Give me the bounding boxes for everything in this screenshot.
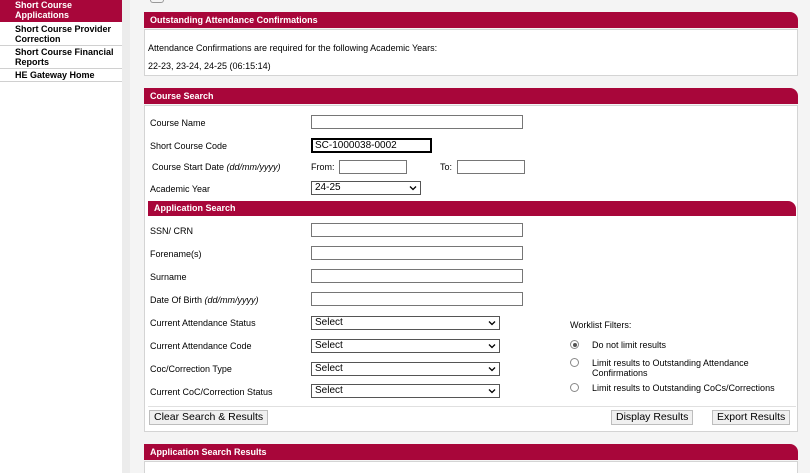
course-name-label: Course Name: [150, 118, 206, 128]
short-course-code-label: Short Course Code: [150, 141, 228, 151]
radio-outstanding-attendance-label: Limit results to Outstanding Attendance Confirmations: [592, 358, 749, 378]
radio-outstanding-attendance[interactable]: [570, 358, 579, 367]
academic-year-label: Academic Year: [150, 184, 211, 194]
radio-outstanding-cocs[interactable]: [570, 383, 579, 392]
attendance-status-select[interactable]: Select: [311, 316, 500, 330]
forename-input[interactable]: [311, 246, 523, 260]
nav-short-course-provider-correction[interactable]: Short Course Provider Correction: [0, 23, 122, 46]
application-search-header: Application Search: [148, 201, 796, 216]
attendance-code-select[interactable]: Select: [311, 339, 500, 353]
coc-type-label: Coc/Correction Type: [150, 364, 232, 374]
outstanding-years: 22-23, 23-24, 24-25 (06:15:14): [148, 61, 271, 71]
coc-status-label: Current CoC/Correction Status: [150, 387, 273, 397]
dob-label: Date Of Birth (dd/mm/yyyy): [150, 295, 259, 305]
search-panel: [144, 105, 798, 432]
nav-he-gateway-home[interactable]: HE Gateway Home: [0, 69, 122, 82]
nav-gutter: [122, 0, 130, 473]
chevron-down-icon: [488, 365, 496, 373]
forename-label: Forename(s): [150, 249, 202, 259]
start-date-from-input[interactable]: [339, 160, 407, 174]
main-content: [130, 0, 810, 473]
buttons-divider: [148, 406, 796, 407]
chevron-down-icon: [488, 342, 496, 350]
chevron-down-icon: [409, 184, 417, 192]
start-date-to-input[interactable]: [457, 160, 525, 174]
attendance-status-label: Current Attendance Status: [150, 318, 256, 328]
nav-short-course-applications[interactable]: Short Course Applications: [0, 0, 122, 23]
academic-year-select[interactable]: 24-25: [311, 181, 421, 195]
coc-type-select[interactable]: Select: [311, 362, 500, 376]
surname-label: Surname: [150, 272, 187, 282]
clear-search-button[interactable]: Clear Search & Results: [149, 410, 268, 425]
outstanding-panel: [144, 29, 798, 76]
attendance-code-label: Current Attendance Code: [150, 341, 252, 351]
left-nav: [0, 0, 122, 473]
outstanding-message: Attendance Confirmations are required for the following Academic Years:: [148, 43, 438, 53]
surname-input[interactable]: [311, 269, 523, 283]
chevron-down-icon: [488, 319, 496, 327]
export-results-button[interactable]: Export Results: [712, 410, 790, 425]
ssn-input[interactable]: [311, 223, 523, 237]
course-start-date-label: Course Start Date (dd/mm/yyyy): [152, 162, 281, 172]
results-header: Application Search Results: [144, 444, 798, 460]
worklist-filters-title: Worklist Filters:: [570, 320, 632, 330]
to-label: To:: [440, 162, 453, 172]
radio-outstanding-cocs-label: Limit results to Outstanding CoCs/Corrections: [592, 383, 775, 393]
dob-input[interactable]: [311, 292, 523, 306]
display-results-button[interactable]: Display Results: [611, 410, 693, 425]
tray-icon: [150, 0, 164, 3]
chevron-down-icon: [488, 387, 496, 395]
radio-do-not-limit[interactable]: [570, 340, 579, 349]
short-course-code-input[interactable]: [311, 138, 432, 153]
radio-do-not-limit-label: Do not limit results: [592, 340, 667, 350]
course-search-header: Course Search: [144, 88, 798, 104]
outstanding-header: Outstanding Attendance Confirmations: [144, 12, 798, 28]
results-panel: [144, 461, 798, 473]
from-label: From:: [311, 162, 335, 172]
nav-short-course-financial-reports[interactable]: Short Course Financial Reports: [0, 46, 122, 69]
coc-status-select[interactable]: Select: [311, 384, 500, 398]
ssn-label: SSN/ CRN: [150, 226, 194, 236]
course-name-input[interactable]: [311, 115, 523, 129]
